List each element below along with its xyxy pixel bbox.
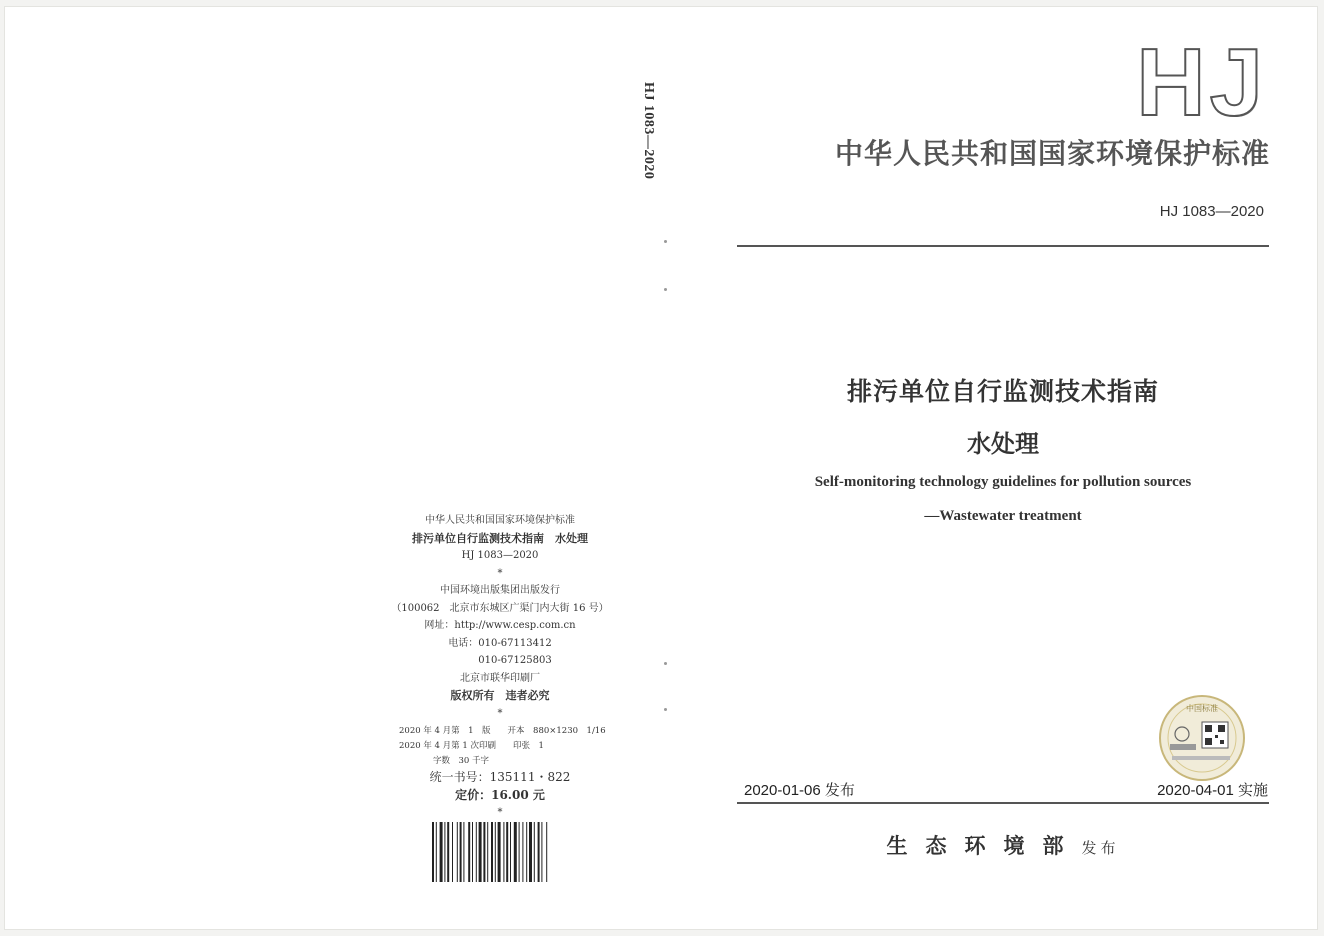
document-title: 排污单位自行监测技术指南 xyxy=(846,377,1159,406)
document-subtitle: 水处理 xyxy=(967,430,1039,458)
issuer xyxy=(737,830,1269,860)
colophon-publisher: 中国环境出版集团出版发行 xyxy=(440,585,560,596)
word-count-line: 字数 30 千字 xyxy=(399,756,490,766)
fold-mark xyxy=(664,708,667,711)
colophon-separator: * xyxy=(497,707,503,719)
fold-mark xyxy=(664,662,667,665)
print-info xyxy=(399,724,619,769)
book-info xyxy=(360,768,640,822)
isbn-barcode xyxy=(430,822,584,890)
footer-rule xyxy=(737,802,1269,804)
colophon-printer: 北京市联华印刷厂 xyxy=(460,672,540,684)
fold-mark xyxy=(664,288,667,291)
colophon-phone-2: 010-67125803 xyxy=(448,655,552,666)
printing-line: 2020 年 4 月第 1 次印刷 印张 1 xyxy=(399,741,544,751)
issuer-name: 生态环境部 xyxy=(886,833,1082,858)
colophon-separator: * xyxy=(497,807,503,818)
price: 定价：16.00 元 xyxy=(455,788,545,802)
colophon-separator: * xyxy=(497,567,503,579)
effective-date: 2020-04-01 实施 xyxy=(1157,782,1268,799)
edition-line: 2020 年 4 月第 1 版 开本 880×1230 1/16 xyxy=(399,726,606,736)
fold-mark xyxy=(664,240,667,243)
english-title: Self-monitoring technology guidelines for pollution sources xyxy=(814,474,1192,490)
colophon-address: （100062 北京市东城区广渠门内大街 16 号） xyxy=(391,602,609,614)
standard-category: 中华人民共和国国家环境保护标准 xyxy=(834,137,1270,170)
issuer-suffix: 发布 xyxy=(1081,839,1120,857)
colophon-phone-1: 电话：010-67113412 xyxy=(448,637,552,649)
svg-text:中国标准: 中国标准 xyxy=(1186,704,1218,713)
anti-counterfeit-seal xyxy=(1158,694,1246,782)
standard-number: HJ 1083—2020 xyxy=(1159,203,1264,220)
colophon xyxy=(360,512,640,722)
spine-standard-number: HJ 1083—2020 xyxy=(641,82,656,180)
colophon-title: 排污单位自行监测技术指南 水处理 xyxy=(412,531,588,545)
book-number: 统一书号：135111・822 xyxy=(429,770,571,784)
release-date: 2020-01-06 发布 xyxy=(744,782,855,799)
header-rule xyxy=(737,245,1269,247)
colophon-website: 网址：http://www.cesp.com.cn xyxy=(424,620,576,631)
english-subtitle: —Wastewater treatment xyxy=(924,508,1082,524)
colophon-category: 中华人民共和国国家环境保护标准 xyxy=(425,515,575,526)
colophon-standard-number: HJ 1083—2020 xyxy=(461,550,539,561)
colophon-copyright: 版权所有 违者必究 xyxy=(450,689,550,702)
hj-logo: HJ xyxy=(1136,29,1267,136)
